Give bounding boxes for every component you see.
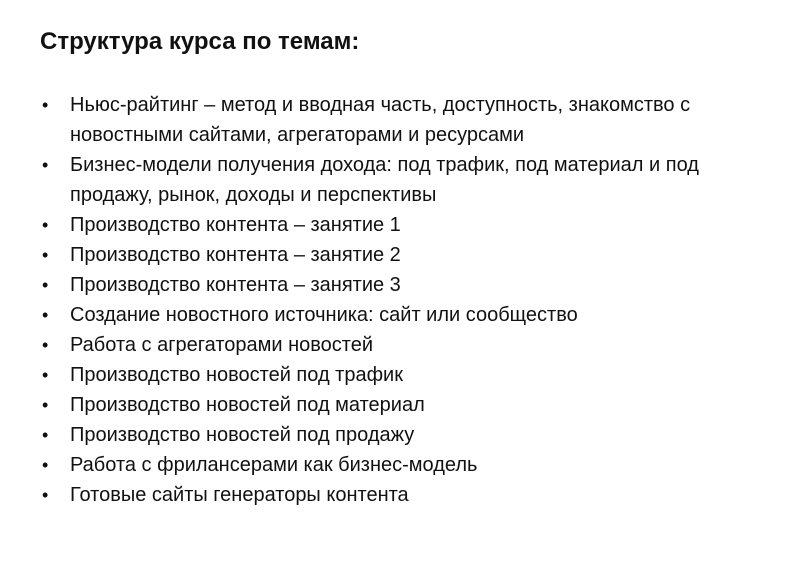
- bullet-icon: •: [42, 95, 49, 115]
- list-item-text: Работа с фрилансерами как бизнес-модель: [70, 454, 478, 476]
- bullet-icon: •: [42, 335, 49, 355]
- topic-list: [40, 90, 780, 510]
- list-item-text: Производство контента – занятие 1: [70, 214, 401, 236]
- list-item-text: Производство новостей под материал: [70, 394, 425, 416]
- list-item-text: Ньюс-райтинг – метод и вводная часть, доступность, знакомство с новостными сайтами, агрегаторами и ресурсами: [70, 94, 691, 146]
- list-item-text: Производство контента – занятие 3: [70, 274, 401, 296]
- bullet-icon: •: [42, 245, 49, 265]
- list-item-text: Работа с агрегаторами новостей: [70, 334, 374, 356]
- list-item: [40, 150, 780, 210]
- list-item: [40, 210, 780, 240]
- list-item-text: Производство новостей под трафик: [70, 364, 403, 386]
- list-item: [40, 480, 780, 510]
- bullet-icon: •: [42, 155, 49, 175]
- bullet-icon: •: [42, 215, 49, 235]
- list-item-text: Создание новостного источника: сайт или сообщество: [70, 304, 578, 326]
- list-item: [40, 450, 780, 480]
- bullet-icon: •: [42, 485, 49, 505]
- bullet-icon: •: [42, 425, 49, 445]
- list-item-text: Готовые сайты генераторы контента: [70, 484, 409, 506]
- list-item-text: Производство контента – занятие 2: [70, 244, 401, 266]
- list-item: [40, 420, 780, 450]
- list-item: [40, 360, 780, 390]
- slide-title: Структура курса по темам:: [40, 28, 360, 55]
- bullet-icon: •: [42, 305, 49, 325]
- bullet-icon: •: [42, 365, 49, 385]
- list-item: [40, 300, 780, 330]
- list-item: [40, 270, 780, 300]
- bullet-icon: •: [42, 395, 49, 415]
- list-item: [40, 330, 780, 360]
- list-item-text: Производство новостей под продажу: [70, 424, 415, 446]
- bullet-icon: •: [42, 455, 49, 475]
- bullet-icon: •: [42, 275, 49, 295]
- list-item: [40, 90, 780, 150]
- list-item: [40, 240, 780, 270]
- list-item: [40, 390, 780, 420]
- list-item-text: Бизнес-модели получения дохода: под трафик, под материал и под продажу, рынок, доходы и перспективы: [70, 154, 699, 206]
